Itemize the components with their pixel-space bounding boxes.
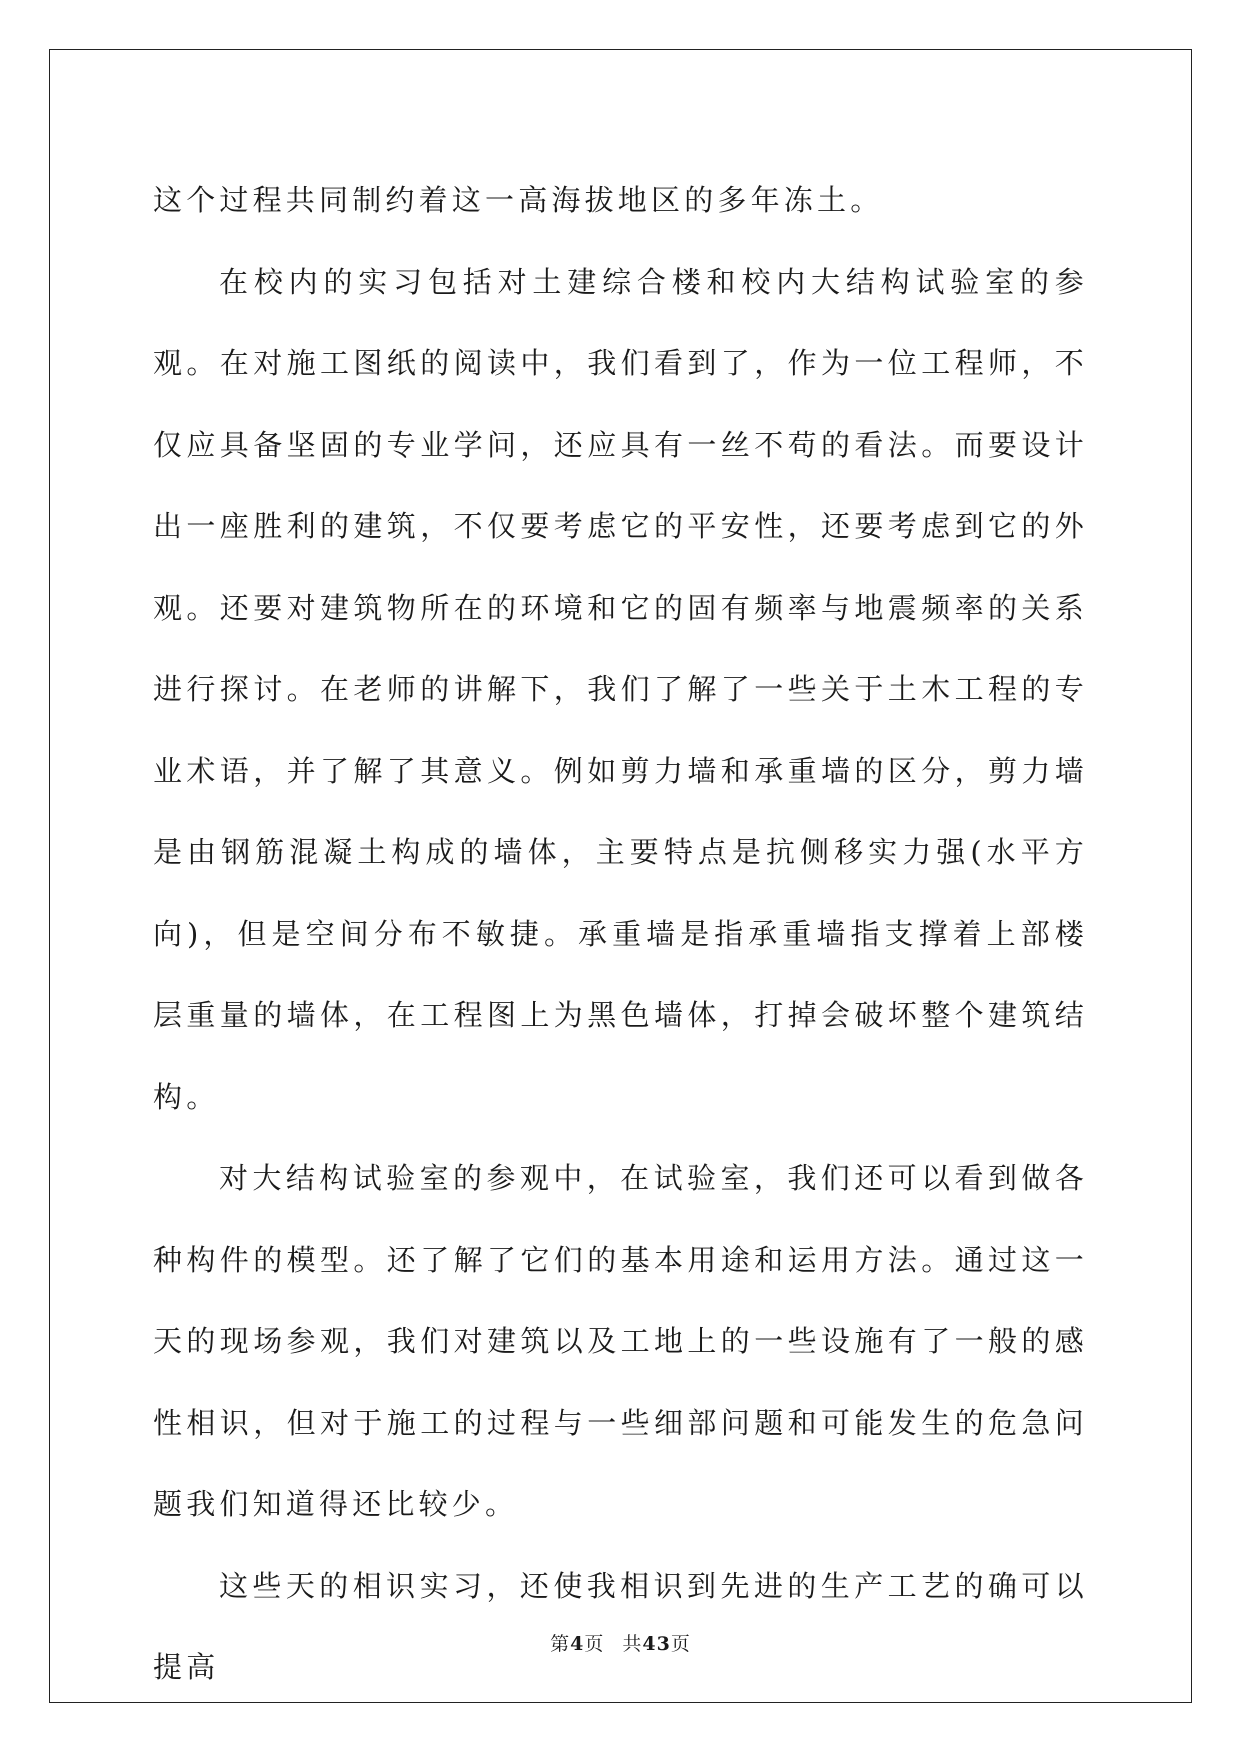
total-prefix: 共 bbox=[622, 1633, 643, 1655]
paragraph-3: 对大结构试验室的参观中，在试验室，我们还可以看到做各种构件的模型。还了解了它们的基本用途和运用方法。通过这一天的现场参观，我们对建筑以及工地上的一些设施有了一般的感性相识，但对于施工的过程与一些细部问题和可能发生的危急问题我们知道得还比较少。 bbox=[153, 1161, 1088, 1521]
total-pages: 43 bbox=[642, 1633, 671, 1655]
paragraph-2: 在校内的实习包括对土建综合楼和校内大结构试验室的参观。在对施工图纸的阅读中，我们看到了，作为一位工程师，不仅应具备坚固的专业学问，还应具有一丝不苟的看法。而要设计出一座胜利的建筑，不仅要考虑它的平安性，还要考虑到它的外观。还要对建筑物所在的环境和它的固有频率与地震频率的关系进行探讨。在老师的讲解下，我们了解了一些关于土木工程的专业术语，并了解了其意义。例如剪力墙和承重墙的区分，剪力墙是由钢筋混凝土构成的墙体，主要特点是抗侧移实力强(水平方向)，但是空间分布不敏捷。承重墙是指承重墙指支撑着上部楼层重量的墙体，在工程图上为黑色墙体，打掉会破坏整个建筑结构。 bbox=[153, 264, 1088, 1114]
document-body bbox=[153, 160, 1088, 1709]
paragraph-4: 这些天的相识实习，还使我相识到先进的生产工艺的确可以提高 bbox=[153, 1568, 1088, 1684]
page-footer bbox=[0, 1629, 1241, 1656]
page-suffix: 页 bbox=[584, 1633, 605, 1655]
total-suffix: 页 bbox=[670, 1633, 691, 1655]
page-number: 4 bbox=[570, 1633, 585, 1655]
paragraph-1: 这个过程共同制约着这一高海拔地区的多年冻土。 bbox=[153, 183, 884, 217]
page-prefix: 第 bbox=[550, 1633, 571, 1655]
